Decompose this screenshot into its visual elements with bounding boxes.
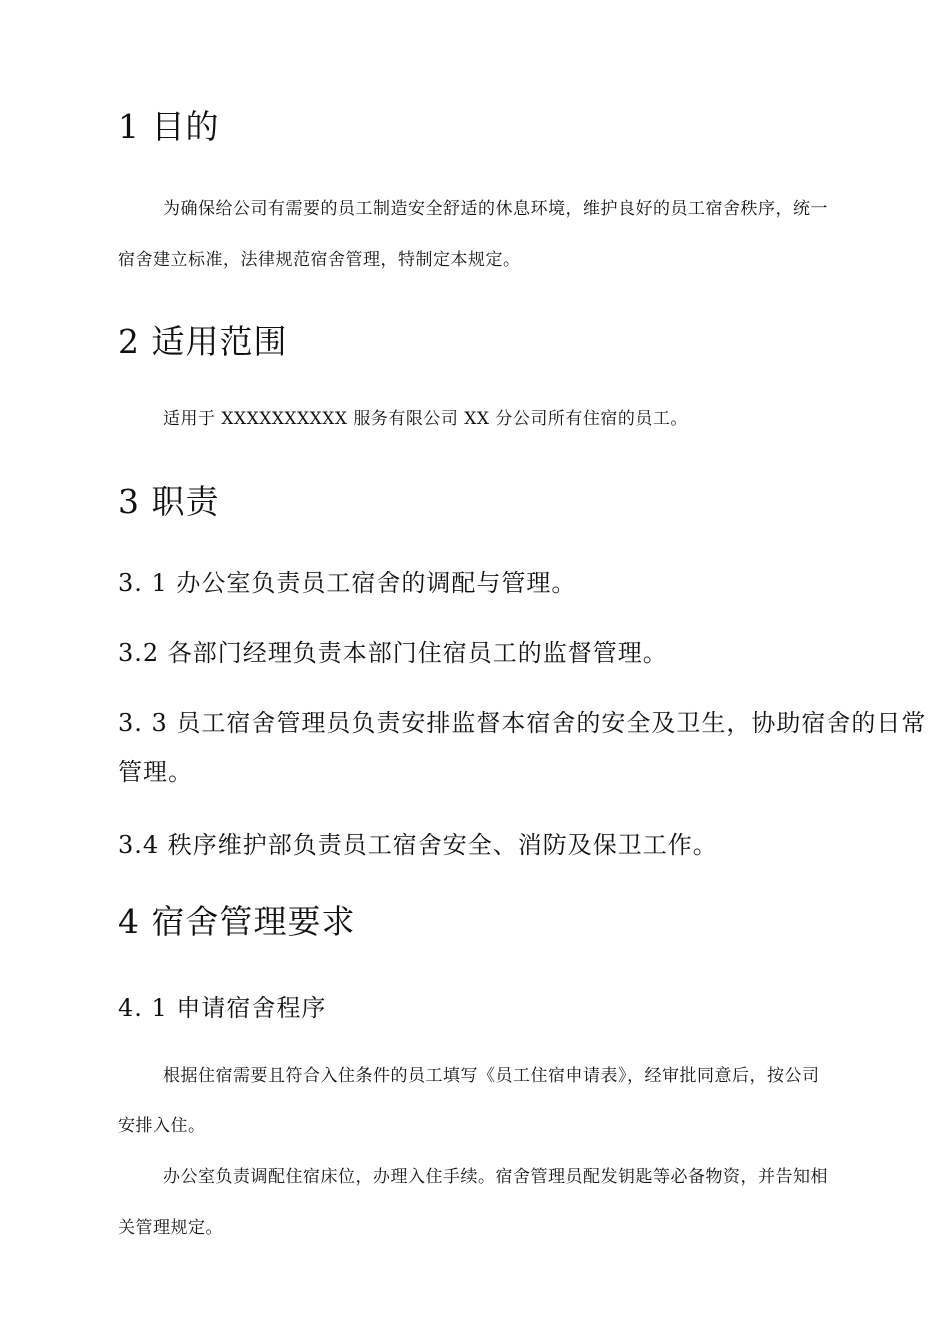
section-4-1-paragraph-2-line-2: 关管理规定。 [118, 1218, 223, 1238]
section-4-1-paragraph-1-line-2: 安排入住。 [118, 1116, 206, 1136]
section-3-heading: 3 职责 [118, 482, 220, 521]
section-4-heading: 4 宿舍管理要求 [118, 902, 356, 941]
section-3-item-2: 3.2 各部门经理负责本部门住宿员工的监督管理。 [118, 639, 668, 667]
section-2-heading: 2 适用范围 [118, 322, 288, 361]
section-1-paragraph-line-2: 宿舍建立标准，法律规范宿舍管理，特制定本规定。 [118, 250, 521, 270]
section-4-1-paragraph-2-line-1: 办公室负责调配住宿床位，办理入住手续。宿舍管理员配发钥匙等必备物资，并告知相 [163, 1167, 828, 1187]
section-1-heading: 1 目的 [118, 107, 220, 146]
section-1-paragraph-line-1: 为确保给公司有需要的员工制造安全舒适的休息环境，维护良好的员工宿舍秩序，统一 [163, 199, 828, 219]
section-3-item-4: 3.4 秩序维护部负责员工宿舍安全、消防及保卫工作。 [118, 831, 718, 859]
section-4-1-paragraph-1-line-1: 根据住宿需要且符合入住条件的员工填写《员工住宿申请表》，经审批同意后，按公司 [163, 1066, 820, 1086]
section-3-item-1: 3. 1 办公室负责员工宿舍的调配与管理。 [118, 569, 577, 597]
section-4-1-subheading: 4. 1 申请宿舍程序 [118, 994, 327, 1022]
section-2-paragraph: 适用于 XXXXXXXXXX 服务有限公司 XX 分公司所有住宿的员工。 [163, 409, 688, 429]
section-3-item-3-line-1: 3. 3 员工宿舍管理员负责安排监督本宿舍的安全及卫生，协助宿舍的日常 [118, 709, 927, 737]
section-3-item-3-line-2: 管理。 [118, 758, 193, 786]
